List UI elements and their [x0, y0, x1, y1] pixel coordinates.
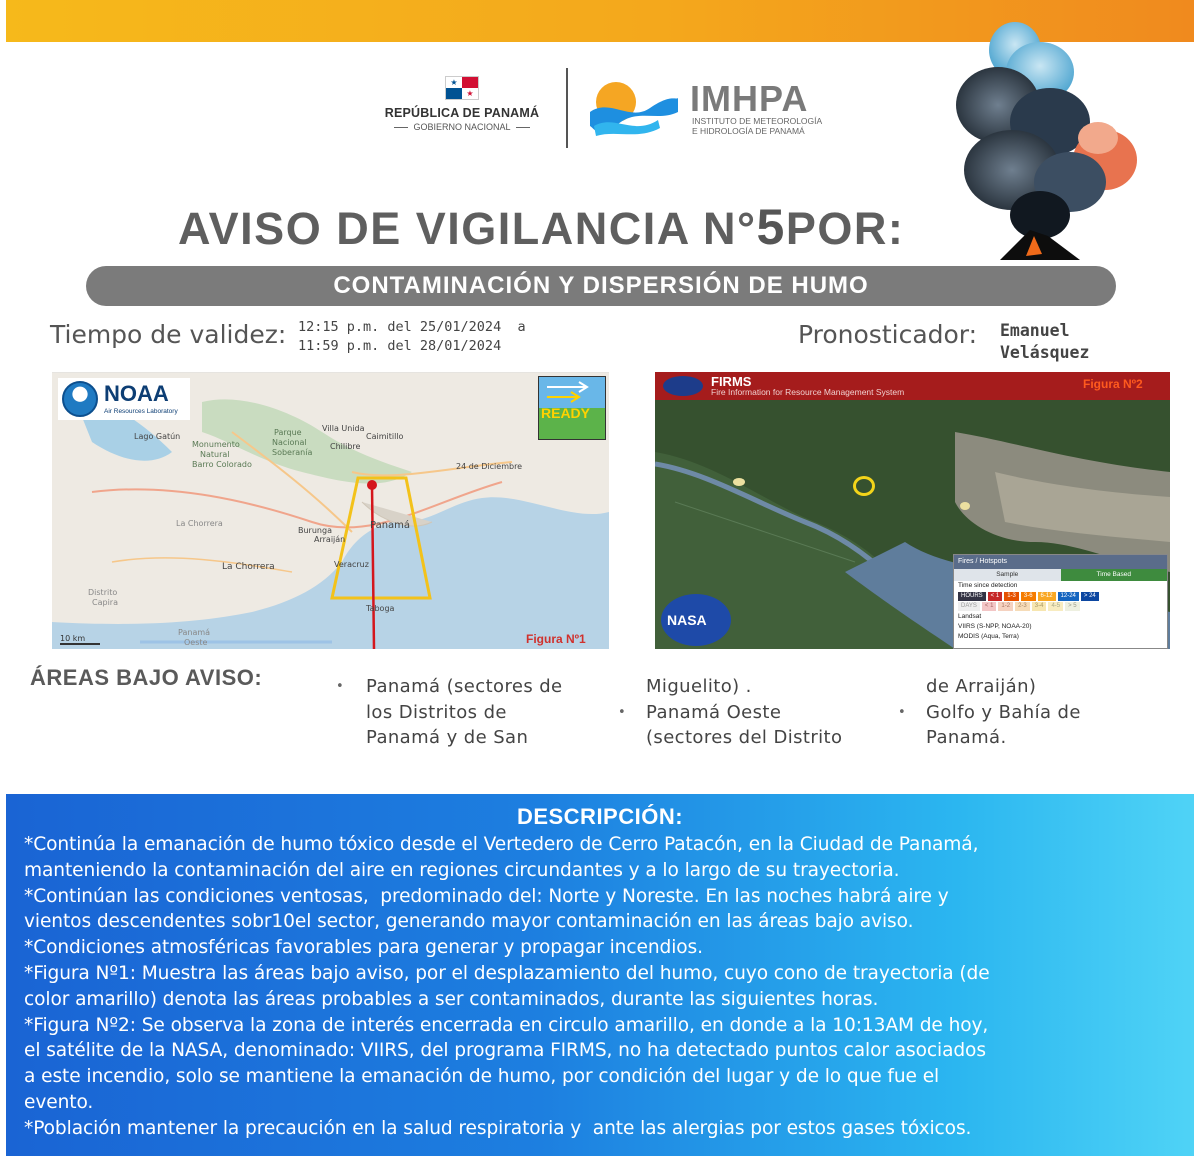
imhpa-subtitle — [692, 116, 832, 136]
imhpa-sub-line1: INSTITUTO DE METEOROLOGÍA — [692, 116, 823, 126]
map-label-parque: Parque — [274, 428, 302, 437]
description-line: *Continúa la emanación de humo tóxico desde el Vertedero de Cerro Patacón, en la Ciudad de Panamá, — [24, 834, 979, 855]
area-of-interest-circle — [853, 476, 875, 496]
map-label-panama: Panamá — [370, 520, 411, 531]
firms-header-bar — [655, 372, 1170, 400]
map-scale: 10 km — [60, 634, 100, 645]
map-label-taboga: Taboga — [366, 604, 395, 613]
smoke-plume-illustration — [930, 10, 1145, 265]
panel-row-viirs: VIIRS (S-NPP, NOAA-20) — [958, 623, 1032, 630]
map-label-arraijan: Arraiján — [314, 535, 346, 544]
description-line: vientos descendentes sobr10el sector, generando mayor contaminación en las áreas bajo aviso. — [24, 911, 914, 933]
noaa-logo-subtitle: Air Resources Laboratory — [104, 408, 178, 415]
hour-chip: > 24 — [1081, 592, 1099, 601]
areas-column-2 — [646, 674, 842, 751]
description-line: a este incendio, solo se mantiene la emanación de humo, por condición del lugar y de lo que fue el — [24, 1066, 940, 1088]
area-line: Panamá Oeste — [646, 701, 782, 723]
areas-title: ÁREAS BAJO AVISO: — [30, 665, 263, 690]
description-line: *Figura Nº2: Se observa la zona de interés encerrada en circulo amarillo, en donde a la 10:13AM de hoy, — [24, 1014, 989, 1036]
day-chip: 3-4 — [1032, 602, 1047, 611]
description-line: *Condiciones atmosféricas favorables para generar y propagar incendios. — [24, 937, 703, 959]
imhpa-logo-icon — [588, 78, 680, 138]
area-line: Panamá (sectores de — [366, 676, 563, 697]
description-line: *Figura Nº1: Muestra las áreas bajo aviso, por el desplazamiento del humo, cuyo cono de trayectoria (de — [24, 962, 990, 984]
area-line: Miguelito) . — [646, 676, 752, 697]
area-line: los Distritos de — [366, 701, 507, 723]
day-chips — [954, 602, 1167, 611]
figure-1-label: Figura Nº1 — [526, 632, 586, 646]
hour-chip: 3-6 — [1021, 592, 1036, 601]
firms-title: FIRMS — [711, 374, 752, 389]
area-line: Panamá y de San — [366, 727, 529, 748]
nasa-logo-text: NASA — [667, 612, 707, 628]
noaa-logo-text: NOAA — [104, 381, 169, 406]
title-prefix: AVISO DE VIGILANCIA N° — [178, 203, 757, 254]
map-label-distrito: Distrito — [88, 588, 118, 597]
description-line: color amarillo) denota las áreas probables a ser contaminados, durante las siguientes horas. — [24, 988, 879, 1010]
firms-subtitle: Fire Information for Resource Management System — [711, 387, 905, 397]
map-label-natural: Natural — [200, 450, 230, 459]
tab-sample[interactable]: Sample — [954, 569, 1061, 581]
day-chip: < 1 — [982, 602, 997, 611]
firms-nasa-logo-icon — [663, 376, 703, 396]
noaa-logo — [58, 378, 190, 420]
map-label-lago-gatun: Lago Gatún — [134, 432, 181, 441]
figure-2-label: Figura Nº2 — [1083, 377, 1143, 391]
area-line: Golfo y Bahía de — [926, 701, 1081, 723]
validity-label: Tiempo de validez: — [50, 320, 287, 349]
map-label-soberania: Soberanía — [272, 448, 313, 457]
gov-name: REPÚBLICA DE PANAMÁ — [384, 106, 540, 120]
description-body — [24, 832, 1184, 1142]
tab-time-based[interactable]: Time Based — [1061, 569, 1168, 581]
ready-logo-text: READY — [541, 405, 591, 421]
panel-row-landsat: Landsat — [958, 613, 982, 620]
map-label-nacional: Nacional — [272, 438, 307, 447]
areas-column-1 — [366, 674, 563, 751]
subtitle-banner: CONTAMINACIÓN Y DISPERSIÓN DE HUMO — [86, 266, 1116, 306]
day-chip: > 5 — [1065, 602, 1080, 611]
fires-hotspots-panel — [953, 554, 1168, 649]
hours-label: HOURS — [958, 592, 986, 601]
area-line: Panamá. — [926, 727, 1007, 748]
forecaster-last-name: Velásquez — [1000, 343, 1090, 362]
validity-end: 11:59 p.m. del 28/01/2024 — [298, 338, 502, 354]
bullet-icon: • — [336, 679, 344, 694]
ready-arrows-icon — [539, 377, 607, 407]
description-line: evento. — [24, 1091, 94, 1113]
map-label-barro-colorado: Barro Colorado — [192, 460, 252, 469]
hour-chip: < 1 — [988, 592, 1003, 601]
map-label-burunga: Burunga — [298, 526, 332, 535]
map-label-oeste: Oeste — [184, 638, 208, 647]
map-label-caimitillo: Caimitillo — [366, 432, 404, 441]
day-chip: 2-3 — [1015, 602, 1030, 611]
area-line: de Arraiján) — [926, 676, 1037, 697]
panel-header: Fires / Hotspots — [954, 555, 1167, 569]
government-logo — [372, 76, 552, 132]
forecaster-label: Pronosticador: — [798, 320, 978, 349]
day-chip: 1-2 — [998, 602, 1013, 611]
noaa-circle-icon — [62, 381, 98, 417]
hour-chip: 1-3 — [1004, 592, 1019, 601]
imhpa-sub-line2: E HIDROLOGÍA DE PANAMÁ — [692, 126, 805, 136]
imhpa-name: IMHPA — [690, 78, 809, 119]
map-label-24-diciembre: 24 de Diciembre — [456, 462, 523, 471]
map-label-la-chorrera-small: La Chorrera — [176, 519, 223, 528]
ready-logo — [538, 376, 606, 440]
hour-chip: 12-24 — [1058, 592, 1079, 601]
validity-start: 12:15 p.m. del 25/01/2024 a — [298, 319, 526, 335]
panel-row-modis: MODIS (Aqua, Terra) — [958, 633, 1019, 640]
map-label-la-chorrera: La Chorrera — [222, 562, 275, 572]
days-label: DAYS — [958, 602, 980, 611]
validity-value — [298, 318, 526, 356]
figure-1-trajectory-map — [52, 372, 609, 649]
description-line: *Continúan las condiciones ventosas, predominado del: Norte y Noreste. En las noches habrá aire y — [24, 885, 949, 907]
figure-2-firms-satellite — [655, 372, 1170, 649]
description-line: el satélite de la NASA, denominado: VIIRS, del programa FIRMS, no ha detectado puntos calor asociados — [24, 1040, 986, 1062]
title-suffix: POR: — [785, 203, 905, 254]
panama-flag-icon: ★ ★ — [445, 76, 479, 100]
hour-chips — [954, 592, 1167, 601]
title-number: 5 — [756, 199, 786, 255]
map-label-capira: Capira — [92, 598, 118, 607]
page-title — [178, 198, 958, 256]
forecaster-name — [1000, 320, 1089, 364]
bullet-icon: • — [618, 705, 626, 720]
gov-subname: GOBIERNO NACIONAL — [372, 122, 552, 132]
map-label-panama-oeste: Panamá — [178, 628, 211, 637]
map-label-monumento: Monumento — [192, 440, 240, 449]
map-label-villa-unida: Villa Unida — [322, 424, 365, 433]
day-chip: 4-5 — [1048, 602, 1063, 611]
bullet-icon: • — [898, 705, 906, 720]
description-title: DESCRIPCIÓN: — [516, 804, 684, 829]
map-label-chilibre: Chilibre — [330, 442, 361, 451]
logo-divider — [566, 68, 568, 148]
area-line: (sectores del Distrito — [646, 727, 843, 748]
description-line: manteniendo la contaminación del aire en regiones circundantes y a lo largo de su trayectoria. — [24, 859, 900, 881]
forecaster-first-name: Emanuel — [1000, 321, 1070, 340]
description-line: *Población mantener la precaución en la salud respiratoria y ante las alergias por estos gases tóxicos. — [24, 1117, 972, 1139]
hour-chip: 6-12 — [1038, 592, 1056, 601]
map-label-veracruz: Veracruz — [334, 560, 369, 569]
panel-tabs — [954, 569, 1167, 581]
areas-column-3 — [926, 674, 1081, 751]
panel-row-time: Time since detection — [958, 582, 1018, 589]
